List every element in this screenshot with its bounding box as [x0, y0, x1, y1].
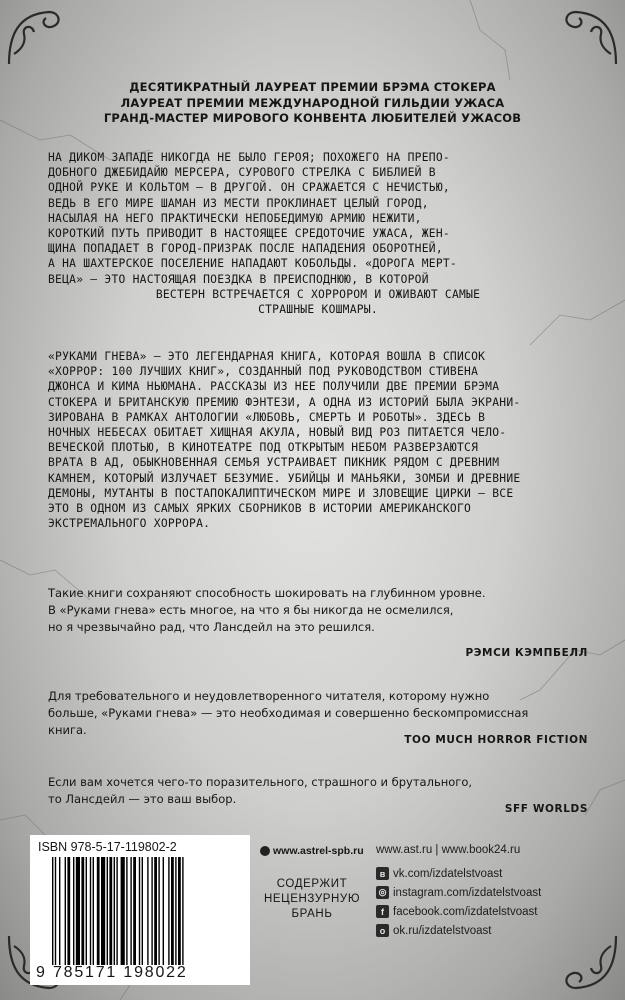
- isbn-label: ISBN 978-5-17-119802-2: [38, 840, 177, 854]
- text-line: ДЖОНСА И КИМА НЬЮМАНА. РАССКАЗЫ ИЗ НЕЕ ПОЛУЧИЛИ ДВЕ ПРЕМИИ БРЭМА: [48, 380, 500, 394]
- barcode-bar: [178, 857, 181, 965]
- blurb-paragraph-2: [48, 349, 588, 531]
- barcode-bar: [158, 857, 159, 965]
- social-link-ok[interactable]: [376, 921, 541, 940]
- text-line: НАСЫЛАЯ НА НЕГО ПРАКТИЧЕСКИ НЕПОБЕДИМУЮ АРМИЮ НЕЖИТИ,: [48, 211, 422, 225]
- barcode-bar: [151, 857, 152, 965]
- barcode-bar: [139, 857, 140, 965]
- barcode-bar: [130, 857, 131, 965]
- barcode-bar: [171, 857, 174, 965]
- globe-icon: [260, 846, 270, 856]
- social-link-text[interactable]: vk.com/izdatelstvoast: [393, 867, 503, 880]
- quote-line: книга.: [48, 723, 87, 737]
- barcode-number: 9 785171 198022: [36, 964, 188, 981]
- social-link-vk[interactable]: [376, 864, 541, 883]
- quote-line: Для требовательного и неудовлетворенного читателя, которому нужно: [48, 689, 490, 703]
- barcode-image: [52, 857, 238, 965]
- social-link-facebook[interactable]: [376, 902, 541, 921]
- text-line: НА ДИКОМ ЗАПАДЕ НИКОГДА НЕ БЫЛО ГЕРОЯ; ПОХОЖЕГО НА ПРЕПО-: [48, 151, 450, 164]
- text-line: ЗИРОВАНА В РАМКАХ АНТОЛОГИИ «ЛЮБОВЬ, СМЕРТЬ И РОБОТЫ». ЗДЕСЬ В: [48, 410, 486, 424]
- social-link-text[interactable]: ok.ru/izdatelstvoast: [393, 924, 492, 937]
- text-line: «ХОРРОР: 100 ЛУЧШИХ КНИГ», СОЗДАННЫЙ ПОД РУКОВОДСТВОМ СТИВЕНА: [48, 365, 479, 379]
- quote-line: Если вам хочется чего-то поразительного, страшного и брутального,: [48, 775, 473, 789]
- barcode-bar: [52, 857, 53, 965]
- vk-icon: в: [376, 867, 389, 880]
- barcode-bar: [86, 857, 87, 965]
- text-line: КАМНЕМ, КОТОРЫЙ ИЗЛУЧАЕТ БЕЗУМИЕ. УБИЙЦЫ И МАНЬЯКИ, ЗОМБИ И ДРЕВНИЕ: [48, 471, 521, 485]
- text-line: ОДНОЙ РУКЕ И КОЛЬТОМ — В ДРУГОЙ. ОН СРАЖАЕТСЯ С НЕЧИСТЬЮ,: [48, 181, 450, 195]
- publisher-site-link[interactable]: www.astrel-spb.ru: [273, 845, 364, 857]
- text-line: ДОБНОГО ДЖЕБИДАЙЮ МЕРСЕРА, СУРОВОГО СТРЕЛКА С БИБЛИЕЙ В: [48, 166, 436, 180]
- social-link-text[interactable]: facebook.com/izdatelstvoast: [393, 905, 538, 918]
- publisher-site[interactable]: [260, 845, 364, 857]
- text-line: ВЕЦА» — ЭТО НАСТОЯЩАЯ ПОЕЗДКА В ПРЕИСПОДНЮЮ, В КОТОРОЙ: [48, 272, 429, 286]
- corner-ornament-icon: [551, 4, 621, 74]
- social-link-instagram[interactable]: [376, 883, 541, 902]
- barcode-bar: [107, 857, 108, 965]
- quote-line: больше, «Руками гнева» — это необходимая и совершенно бескомпромиссная: [48, 706, 529, 720]
- text-line: «РУКАМИ ГНЕВА» — ЭТО ЛЕГЕНДАРНАЯ КНИГА, КОТОРАЯ ВОШЛА В СПИСОК: [48, 350, 486, 363]
- quote-line: В «Руками гнева» есть многое, на что я бы никогда не осмелился,: [48, 603, 454, 617]
- award-line: ДЕСЯТИКРАТНЫЙ ЛАУРЕАТ ПРЕМИИ БРЭМА СТОКЕРА: [129, 80, 496, 94]
- text-line: ВЕДЬ В ЕГО МИРЕ ШАМАН ИЗ МЕСТИ ПРОКЛИНАЕТ ЦЕЛЫЙ ГОРОД,: [48, 196, 429, 210]
- barcode-bar: [81, 857, 84, 965]
- barcode-bar: [101, 857, 105, 965]
- quote-author: TOO MUCH HORROR FICTION: [404, 734, 588, 746]
- corner-ornament-icon: [4, 4, 74, 74]
- barcode-bar: [175, 857, 176, 965]
- quote-author: SFF WORLDS: [504, 803, 588, 815]
- barcode-bar: [121, 857, 125, 965]
- instagram-icon: ◎: [376, 886, 389, 899]
- warning-line: БРАНЬ: [291, 908, 333, 920]
- barcode-bar: [133, 857, 136, 965]
- barcode-bar: [163, 857, 164, 965]
- warning-line: СОДЕРЖИТ: [276, 878, 348, 890]
- text-line: ДЕМОНЫ, МУТАНТЫ В ПОСТАПОКАЛИПТИЧЕСКОМ МИРЕ И ЗЛОВЕЩИЕ ЦИРКИ — ВСЕ: [48, 486, 514, 500]
- text-line: ВЕСТЕРН ВСТРЕЧАЕТСЯ С ХОРРОРОМ И ОЖИВАЮТ САМЫЕ: [155, 287, 481, 301]
- barcode-bar: [67, 857, 70, 965]
- barcode-bar: [182, 857, 183, 965]
- text-line: СТОКЕРА И БРИТАНСКУЮ ПРЕМИЮ ФЭНТЕЗИ, А ОДНА ИЗ ИСТОРИЙ БЫЛА ЭКРАНИ-: [48, 395, 521, 409]
- barcode-bar: [90, 857, 91, 965]
- content-warning: [262, 877, 362, 922]
- barcode-bar: [116, 857, 117, 965]
- barcode-bar: [65, 857, 66, 965]
- text-line: ЩИНА ПОПАДАЕТ В ГОРОД-ПРИЗРАК ПОСЛЕ НАПАДЕНИЯ ОБОРОТНЕЙ,: [48, 242, 443, 256]
- publisher-sites-link[interactable]: www.ast.ru | www.book24.ru: [376, 844, 521, 856]
- barcode-panel: [30, 835, 250, 985]
- review-quote: [48, 585, 588, 636]
- quote-line: но я чрезвычайно рад, что Лансдейл на это решился.: [48, 620, 375, 634]
- awards-header: [0, 80, 625, 127]
- quote-author: РЭМСИ КЭМПБЕЛЛ: [465, 647, 588, 659]
- barcode-bar: [76, 857, 80, 965]
- barcode-bar: [126, 857, 127, 965]
- text-line: НОЧНЫХ НЕБЕСАХ ОБИТАЕТ ХИЩНАЯ АКУЛА, НОВЫЙ ВИД РОЗ ПИТАЕТСЯ ЧЕЛО-: [48, 426, 507, 440]
- barcode-bar: [59, 857, 60, 965]
- barcode-bar: [93, 857, 94, 965]
- text-line: ЭТО В ОДНОМ ИЗ САМЫХ ЯРКИХ СБОРНИКОВ В ИСТОРИИ АМЕРИКАНСКОГО: [48, 502, 472, 516]
- publisher-links: [376, 844, 541, 940]
- text-line: КОРОТКИЙ ПУТЬ ПРИВОДИТ В НАСТОЯЩЕЕ СРЕДОТОЧИЕ УЖАСА, ЖЕН-: [48, 227, 450, 241]
- barcode-bar: [97, 857, 100, 965]
- text-line: ЭКСТРЕМАЛЬНОГО ХОРРОРА.: [48, 517, 211, 531]
- barcode-bar: [114, 857, 115, 965]
- award-line: ГРАНД-МАСТЕР МИРОВОГО КОНВЕНТА ЛЮБИТЕЛЕЙ УЖАСОВ: [103, 111, 522, 125]
- warning-line: НЕЦЕНЗУРНУЮ: [263, 893, 361, 905]
- quote-line: то Лансдейл — это ваш выбор.: [48, 792, 237, 806]
- award-line: ЛАУРЕАТ ПРЕМИИ МЕЖДУНАРОДНОЙ ГИЛЬДИИ УЖАСА: [120, 95, 505, 110]
- barcode-bar: [168, 857, 169, 965]
- barcode-bar: [147, 857, 148, 965]
- quote-line: Такие книги сохраняют способность шокировать на глубинном уровне.: [48, 586, 486, 600]
- barcode-bar: [154, 857, 157, 965]
- barcode-bar: [109, 857, 112, 965]
- corner-ornament-icon: [551, 926, 621, 996]
- barcode-bar: [73, 857, 74, 965]
- barcode-bar: [55, 857, 56, 965]
- text-line: ВРАТА В АД, ОБЫКНОВЕННАЯ СЕМЬЯ УСТРАИВАЕТ ПИКНИК РЯДОМ С ДРЕВНИМ: [48, 456, 500, 470]
- barcode-bar: [142, 857, 143, 965]
- blurb-paragraph-1: [48, 150, 588, 317]
- ok-icon: о: [376, 924, 389, 937]
- text-line: СТРАШНЫЕ КОШМАРЫ.: [258, 303, 378, 317]
- text-line: А НА ШАХТЕРСКОЕ ПОСЕЛЕНИЕ НАПАДАЮТ КОБОЛЬДЫ. «ДОРОГА МЕРТ-: [48, 257, 457, 271]
- facebook-icon: f: [376, 905, 389, 918]
- text-line: ВЕЧЕСКОЙ ПЛОТЬЮ, В КИНОТЕАТРЕ ПОД ОТКРЫТЫМ НЕБОМ РАЗВЕРЗАЮТСЯ: [48, 441, 479, 455]
- social-link-text[interactable]: instagram.com/izdatelstvoast: [393, 886, 542, 899]
